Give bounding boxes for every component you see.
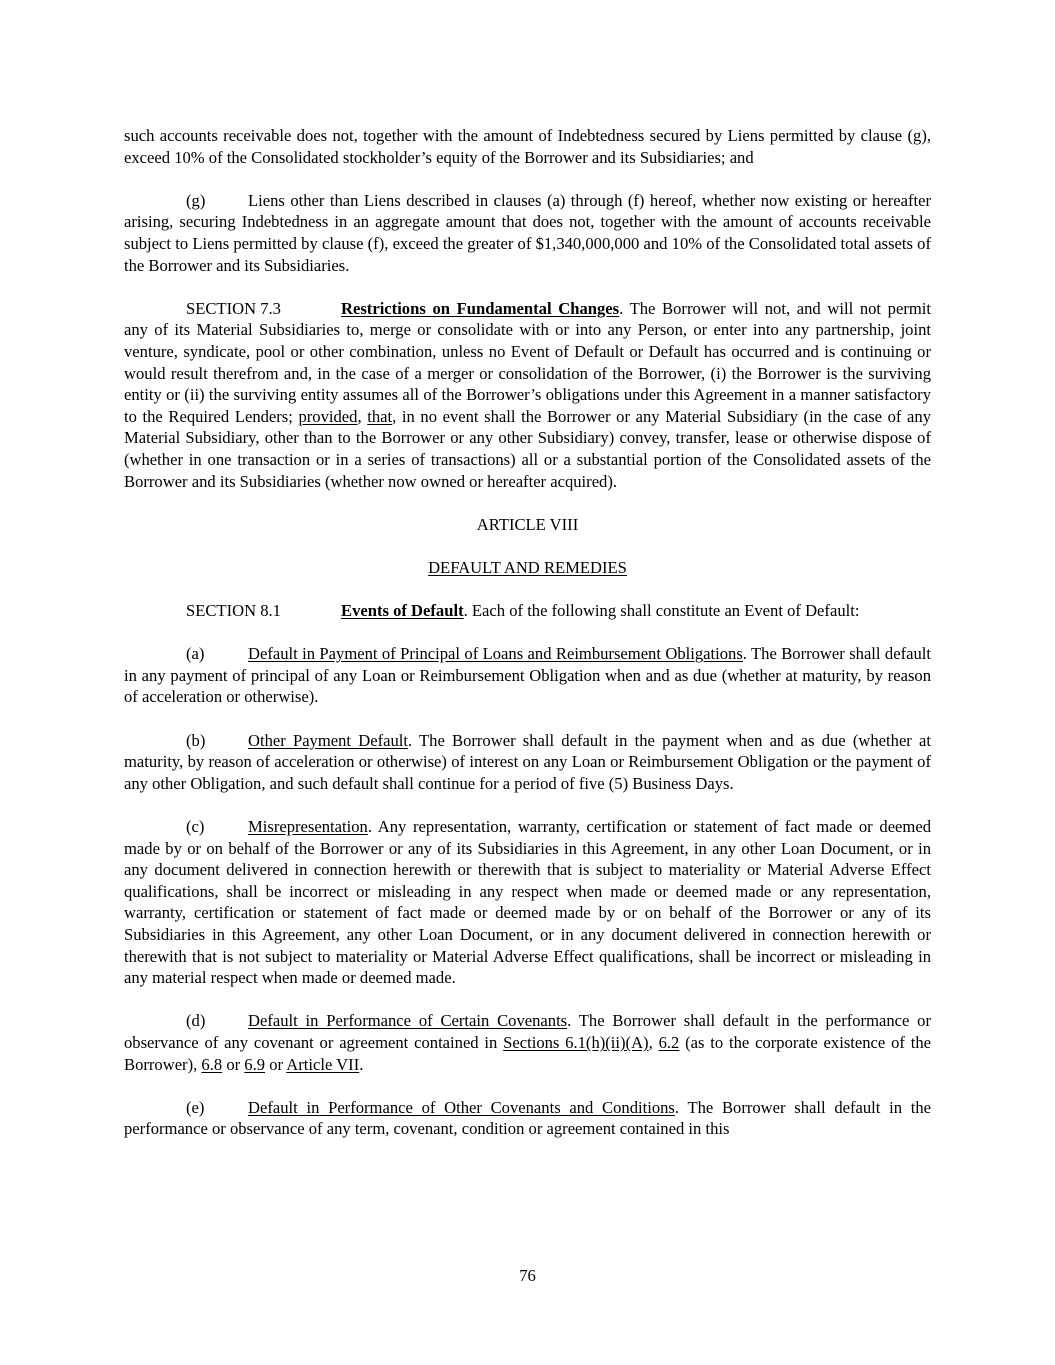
clause-d-ref-sections: Sections 6.1(h)(ii)(A) [503,1032,649,1052]
clause-d-label: (d) [186,1011,206,1031]
clause-c-label: (c) [186,817,205,836]
clause-c-text: . Any representation, warranty, certification or statement of fact made or deemed made by or on behalf of the Borrower or any of its Subsidiaries in this Agreement, in any other Loan Document, or in any document delivered in connection herewith or therewith that is subject to materiality or Material Adverse Effect qualifications, shall be incorrect or misleading in any respect when made or deemed made or any representation, warranty, certification or statement of fact made or deemed made by or on behalf of the Borrower or any of its Subsidiaries in this Agreement, any other Loan Document, or in any document delivered in connection herewith or therewith that is not subject to materiality or Material Adverse Effect qualifications, shall be incorrect or misleading in any material respect when made or deemed made. [124,817,931,988]
clause-a-title: Default in Payment of Principal of Loans and Reimbursement Obligations [248,644,743,664]
clause-e-label: (e) [186,1097,205,1117]
section-8-1-text: . Each of the following shall constitute an Event of Default: [463,601,860,621]
clause-g-text: Liens other than Liens described in clauses (a) through (f) hereof, whether now existing or hereafter arising, securing Indebtedness in an aggregate amount that does not, together with the amount of accounts receivable subject to Liens permitted by clause (f), exceed the greater of $1,340,000,000 and 10% of the Consolidated total assets of the Borrower and its Subsidiaries. [124,190,931,275]
clause-a-label: (a) [186,644,205,664]
clause-b-title: Other Payment Default [248,730,408,750]
clause-d-ref-6-2: 6.2 [658,1032,680,1052]
document-body [124,125,931,1162]
clause-b-text: . The Borrower shall default in the payment when and as due (whether at maturity, by reason of acceleration or otherwise) of interest on any Loan or Reimbursement Obligation or the payment of any other Obligation, and such default shall continue for a period of five (5) Business Days. [124,730,931,793]
clause-d-text-1: . The Borrower shall default in the performance or observance of any covenant or agreement contained in [124,1011,931,1052]
section-8-1-paragraph [124,600,931,622]
section-7-3-text-a: The Borrower will not, and will not permit any of its Material Subsidiaries to, merge or consolidate with or into any Person, or enter into any partnership, joint venture, syndicate, pool or other combination, unless no Event of Default or Default has occurred and is continuing or would result therefrom and, in the case of a merger or consolidation of the Borrower, (i) the Borrower is the surviving entity or (ii) the surviving entity assumes all of the Borrower’s obligations under this Agreement in a manner satisfactory to the Required Lenders; [124,298,931,426]
section-8-1-title: Events of Default [341,601,464,621]
article-title-heading [124,557,931,579]
proviso-provided: provided [298,406,358,426]
clause-d-ref-6-8: 6.8 [201,1054,223,1074]
clause-d-paragraph [124,1010,931,1075]
section-7-3-label: SECTION 7.3 [186,298,281,318]
section-7-3-paragraph [124,298,931,492]
clause-e-paragraph [124,1097,931,1140]
clause-e-text: . The Borrower shall default in the performance or observance of any term, covenant, condition or agreement contained in this [124,1097,931,1139]
clause-c-paragraph [124,816,931,989]
section-8-1-label: SECTION 8.1 [186,601,281,621]
clause-a-text: . The Borrower shall default in any payment of principal of any Loan or Reimbursement Obligation when and as due (whether at maturity, by reason of acceleration or otherwise). [124,644,931,707]
clause-d-ref-article-vii: Article VII [286,1054,360,1074]
clause-d-text-5: or [265,1054,287,1074]
section-7-3-title: Restrictions on Fundamental Changes [341,298,620,318]
article-number: ARTICLE VIII [476,514,579,534]
article-title: DEFAULT AND REMEDIES [428,557,627,577]
continuation-text: such accounts receivable does not, together with the amount of Indebtedness secured by Liens permitted by clause (g), exceed 10% of the Consolidated stockholder’s equity of the Borrower and its Subsidiaries; and [124,126,931,167]
section-7-3-text-b: , in no event shall the Borrower or any Material Subsidiary (in the case of any Material Subsidiary, other than to the Borrower or any other Subsidiary) convey, transfer, lease or otherwise dispose of (whether in one transaction or in a series of transactions) all or a substantial portion of the Consolidated assets of the Borrower and its Subsidiaries (whether now owned or hereafter acquired). [124,406,932,491]
clause-a-paragraph [124,643,931,708]
clause-b-label: (b) [186,730,206,750]
page-number: 76 [519,1266,536,1285]
clause-c-title: Misrepresentation [248,817,368,836]
article-heading [124,514,931,536]
clause-d-text-4: or [222,1054,245,1074]
clause-d-text-6: . [359,1054,364,1074]
clause-d-ref-6-9: 6.9 [244,1054,266,1074]
clause-d-text-3: (as to the corporate existence of the Borrower), [124,1032,932,1074]
clause-b-paragraph [124,730,931,795]
clause-d-title: Default in Performance of Certain Covenants [248,1011,568,1031]
clause-g-paragraph [124,190,931,276]
clause-e-title: Default in Performance of Other Covenants and Conditions [248,1097,675,1117]
proviso-comma: , [357,406,368,426]
section-7-3-title-period: . [619,298,624,318]
clause-d-text-2: , [648,1032,659,1052]
clause-g-label: (g) [186,190,206,210]
continuation-paragraph [124,125,931,168]
proviso-that: that [367,406,393,426]
